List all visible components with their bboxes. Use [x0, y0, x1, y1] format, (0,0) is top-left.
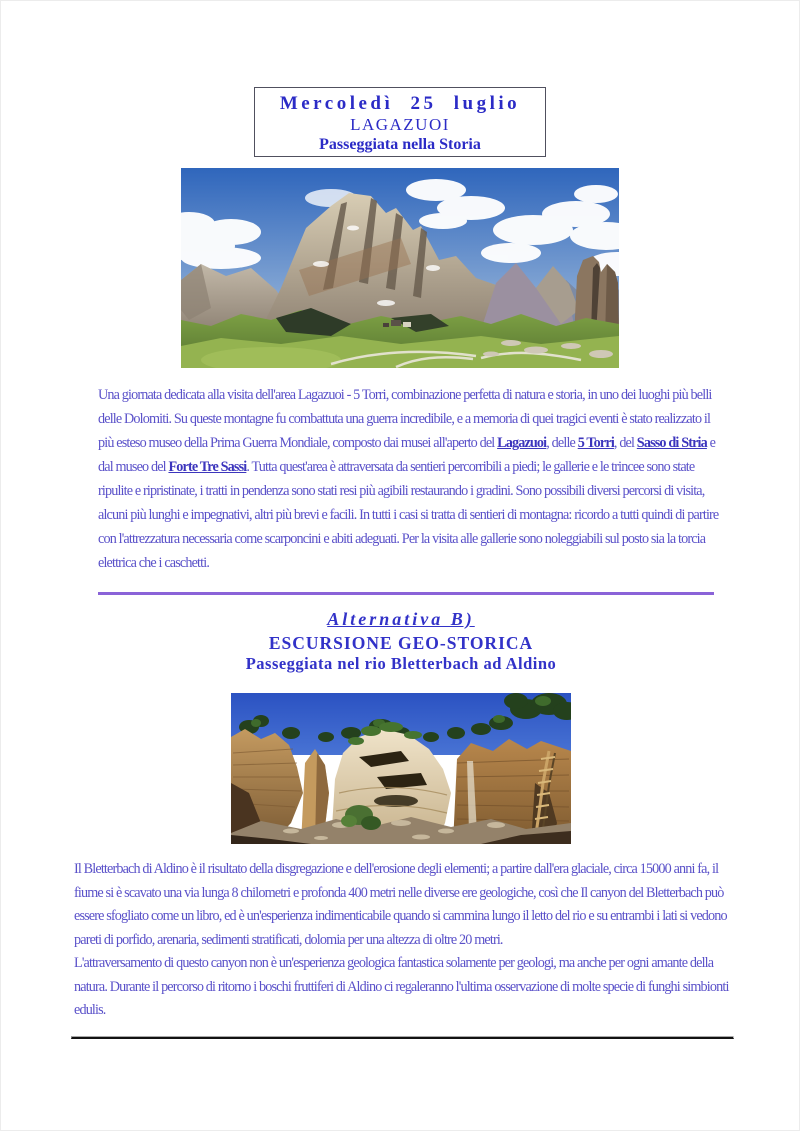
bletterbach-paragraph-2: L'attraversamento di questo canyon non è un'esperienza geologica fantastica solamente per geologi, ma anche per ogni amante della natura. Durante il percorso di ritorno i boschi fruttiferi di Aldino ci regaleranno l'ultima osservazione di molte specie di funghi simbionti edulis.	[74, 955, 729, 1018]
day-subtitle: Passeggiata nella Storia	[319, 136, 481, 153]
alternative-title: Alternativa B)	[327, 609, 475, 629]
excursion-subtitle: Passeggiata nel rio Bletterbach ad Aldino	[245, 654, 557, 673]
inline-link[interactable]: 5 Torri	[577, 435, 614, 451]
text-run: Una giornata dedicata alla visita dell'area Lagazuoi - 5 Torri, combinazione perfetta di natura e storia, in uno dei luoghi più belli delle Dolomiti. Su queste montagne fu combattuta una guerra incredibile, e a memoria di quei tragici eventi è stato realizzato il più esteso museo della Prima Guerra Mondiale, composto dai musei all'aperto del	[98, 387, 712, 451]
bletterbach-description	[74, 858, 732, 1023]
text-run: , del	[613, 435, 637, 451]
inline-link[interactable]: Sasso di Stria	[636, 435, 707, 451]
inline-link[interactable]: Forte Tre Sassi	[168, 459, 247, 475]
bletterbach-paragraph-1: Il Bletterbach di Aldino è il risultato della disgregazione e dell'erosione degli elementi; a partire dall'era glaciale, circa 15000 anni fa, il fiume si è scavato una via lunga 8 chilometri e profonda 400 metri nelle diverse ere geologiche, così che Il canyon del Bletterbach può essere sfogliato come un libro, ed è un'esperienza indimenticabile quando si cammina lungo il letto del rio e su entrambi i lati si vedono pareti di porfido, arenaria, sedimenti stratificati, dolomia per una altezza di oltre 20 metri.	[74, 861, 727, 948]
text-run: . Tutta quest'area è attraversata da sentieri percorribili a piedi; le gallerie e le trincee sono state ripulite e ripristinate, i tratti in pendenza sono stati resi più agibili restaurando i gradini. Sono possibili diversi percorsi di visita, alcuni più lunghi e impegnativi, altri più brevi e facili. In tutti i casi si tratta di sentieri di montagna: ricordo a tutti quindi di partire con l'attrezzatura necessaria come scarponcini e abiti adeguati. Per la visita alle gallerie sono noleggiabili sul posto sia la torcia elettrica che i caschetti.	[98, 459, 719, 571]
inline-link[interactable]: Lagazuoi	[497, 435, 547, 451]
text-run: e dal museo del	[98, 435, 716, 475]
excursion-title: ESCURSIONE GEO-STORICA	[268, 633, 534, 653]
lagazuoi-description	[98, 383, 720, 575]
text-run: , delle	[546, 435, 578, 451]
purple-divider	[98, 592, 714, 595]
bottom-divider	[71, 1036, 734, 1039]
lagazuoi-photo	[181, 168, 619, 368]
bletterbach-photo	[231, 693, 571, 844]
day-title-box	[254, 87, 546, 157]
location-title: LAGAZUOI	[350, 115, 450, 134]
day-title: Mercoledì 25 luglio	[279, 93, 521, 114]
